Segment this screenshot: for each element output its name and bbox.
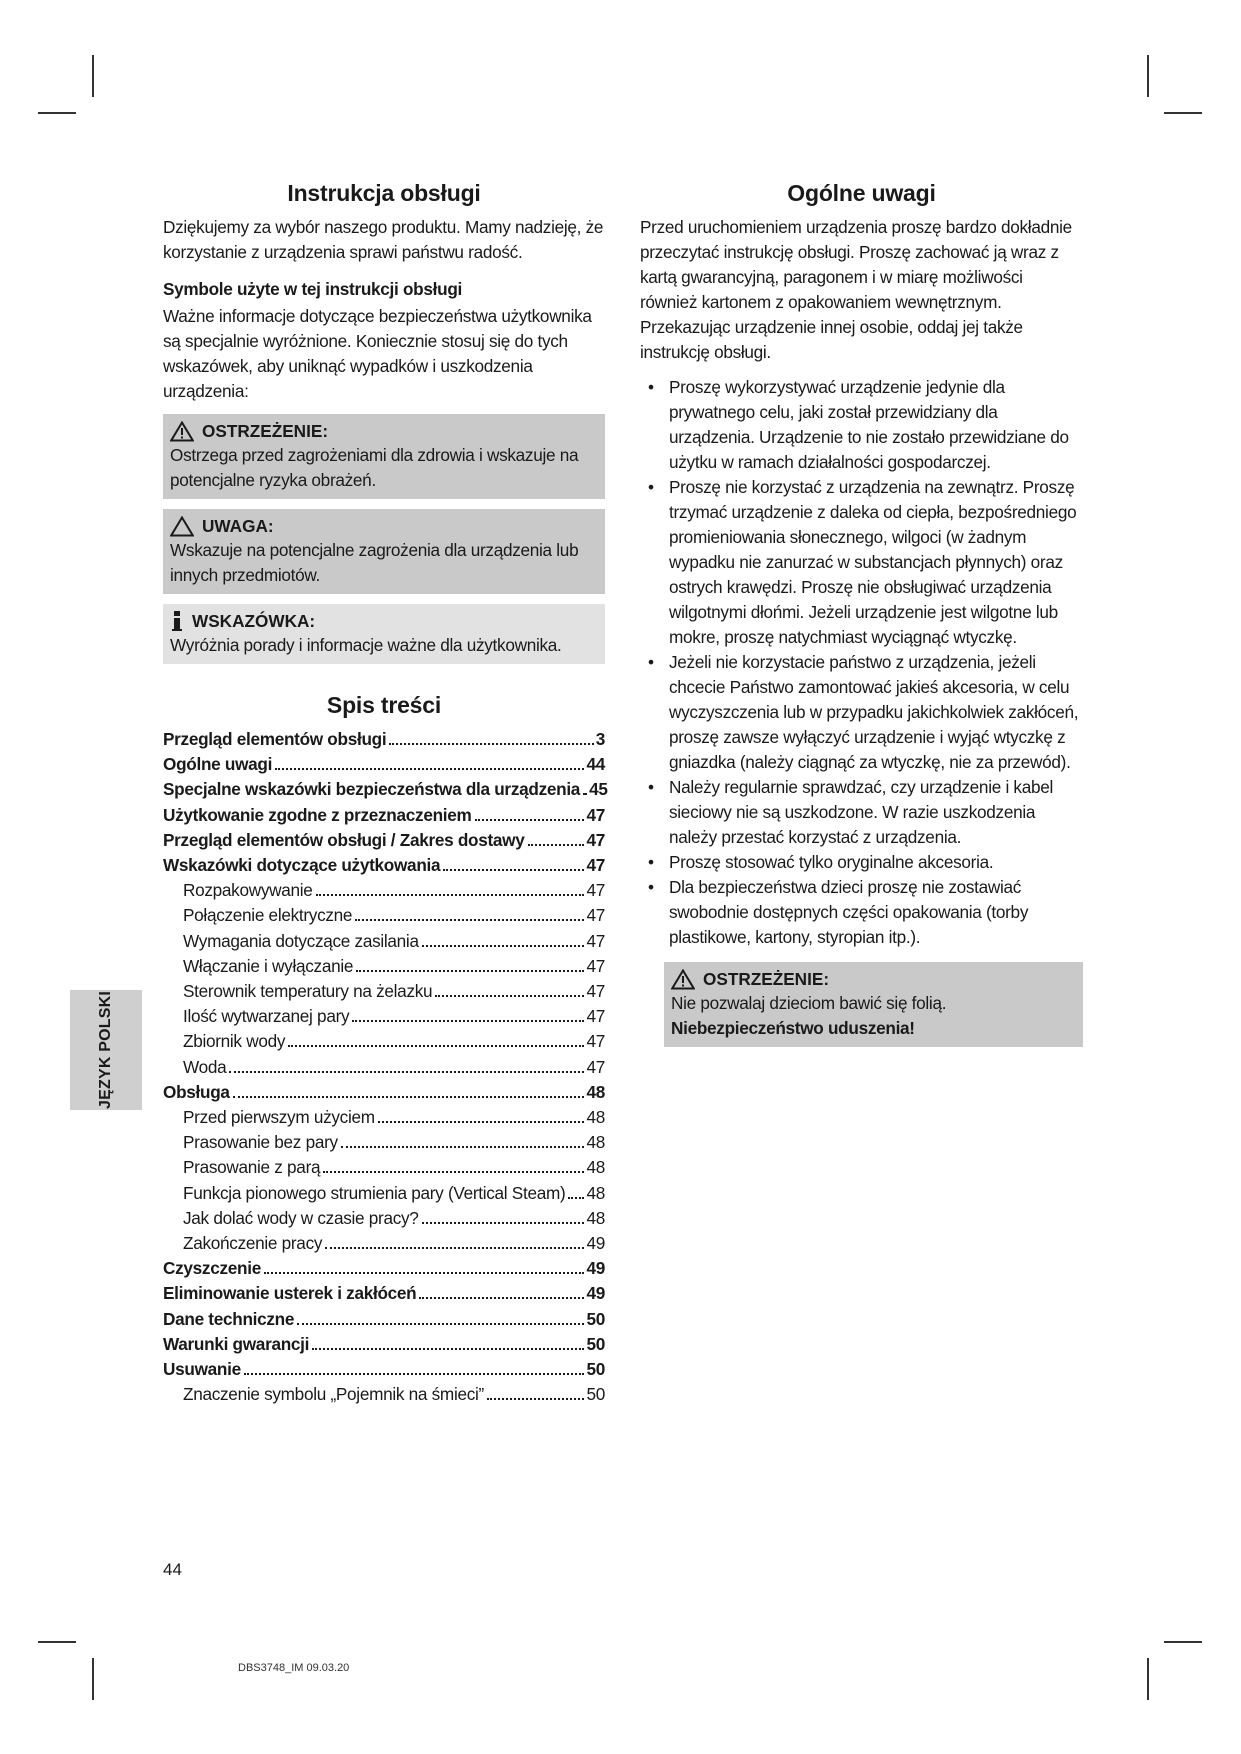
toc-subentry[interactable]: Jak dolać wody w czasie pracy? 48	[183, 1207, 605, 1228]
hint-label: WSKAZÓWKA:	[192, 611, 316, 631]
warning-triangle-icon	[671, 969, 695, 990]
list-item: • Jeżeli nie korzystacie państwo z urządzenia, jeżeli chcecie Państwo zamontować jakieś akcesoria, w celu wyczyszczenia lub w przypadku jakichkolwiek zakłóceń, proszę zawsze wyłączyć urządzenie i wyjąć wtyczkę z gniazdka (należy ciągnąć za wtyczkę, nie za przewód).	[640, 650, 1083, 775]
toc-entry[interactable]: Użytkowanie zgodne z przeznaczeniem 47	[163, 804, 605, 825]
toc-entry[interactable]: Czyszczenie 49	[163, 1258, 605, 1279]
toc-subentry[interactable]: Znaczenie symbolu „Pojemnik na śmieci” 50	[183, 1384, 605, 1405]
toc-entry[interactable]: Usuwanie 50	[163, 1359, 605, 1380]
crop-mark	[92, 1658, 94, 1700]
toc-subentry[interactable]: Połączenie elektryczne 47	[183, 905, 605, 926]
warning-label: OSTRZEŻENIE:	[703, 969, 830, 989]
warning-label: OSTRZEŻENIE:	[202, 421, 329, 441]
toc-entry[interactable]: Przegląd elementów obsługi 3	[163, 729, 605, 749]
warning-box	[163, 414, 605, 499]
symbols-heading: Symbole użyte w tej instrukcji obsługi	[163, 279, 462, 299]
child-warning-box	[664, 962, 1083, 1047]
warning-text: Ostrzega przed zagrożeniami dla zdrowia i wskazuje na potencjalne ryzyka obrażeń.	[170, 445, 579, 490]
info-icon	[170, 610, 184, 632]
toc-subentry[interactable]: Prasowanie z parą 48	[183, 1157, 605, 1178]
toc-subentry[interactable]: Funkcja pionowego strumienia pary (Vertical Steam) 48	[183, 1182, 605, 1203]
general-notes-intro: Przed uruchomieniem urządzenia proszę bardzo dokładnie przeczytać instrukcję obsługi. Proszę zachować ją wraz z kartą gwarancyjną, paragonem i w miarę możliwości również kartonem z opakowaniem wewnętrznym. Przekazując urządzenie innej osobie, oddaj jej także instrukcję obsługi.	[640, 217, 1072, 362]
left-column	[163, 180, 608, 1407]
toc-entry[interactable]: Wskazówki dotyczące użytkowania 47	[163, 855, 605, 876]
caution-text: Wskazuje na potencjalne zagrożenia dla urządzenia lub innych przedmiotów.	[170, 540, 579, 585]
list-item: • Proszę wykorzystywać urządzenie jedynie dla prywatnego celu, jaki został przewidziany dla urządzenia. Urządzenie to nie zostało przewidziane do użytku w ramach działalności gospodarczej.	[640, 375, 1083, 475]
caution-triangle-icon	[170, 516, 194, 537]
toc-entry[interactable]: Ogólne uwagi 44	[163, 754, 605, 775]
section-title: Ogólne uwagi	[787, 180, 936, 206]
hint-text: Wyróżnia porady i informacje ważne dla użytkownika.	[170, 635, 562, 655]
list-item: • Proszę nie korzystać z urządzenia na zewnątrz. Proszę trzymać urządzenie z daleka od ciepła, bezpośredniego promieniowania słonecznego, wilgoci (w żadnym wypadku nie zanurzać w substancjach płynnych) oraz ostrych krawędzi. Proszę nie obsługiwać urządzenia wilgotnymi dłońmi. Jeżeli urządzenie jest wilgotne lub mokre, proszę natychmiast wyciągnąć wtyczkę.	[640, 475, 1083, 650]
table-of-contents	[163, 727, 608, 1407]
language-tab-label: JĘZYK POLSKI	[97, 991, 115, 1109]
toc-subentry[interactable]: Włączanie i wyłączanie 47	[183, 955, 605, 976]
list-item: • Dla bezpieczeństwa dzieci proszę nie zostawiać swobodnie dostępnych części opakowania (torby plastikowe, kartony, styropian itp.).	[640, 875, 1083, 950]
toc-subentry[interactable]: Przed pierwszym użyciem 48	[183, 1107, 605, 1128]
child-warning-bold: Niebezpieczeństwo uduszenia!	[671, 1018, 915, 1038]
symbols-text: Ważne informacje dotyczące bezpieczeństwa użytkownika są specjalnie wyróżnione. Koniecznie stosuj się do tych wskazówek, aby uniknąć wypadków i uszkodzenia urządzenia:	[163, 306, 592, 401]
child-warning-text	[671, 991, 1076, 1041]
crop-mark	[1147, 1658, 1149, 1700]
language-tab	[70, 990, 142, 1110]
toc-subentry[interactable]: Zakończenie pracy 49	[183, 1233, 605, 1254]
toc-subentry[interactable]: Rozpakowywanie 47	[183, 880, 605, 901]
toc-entry[interactable]: Przegląd elementów obsługi / Zakres dostawy 47	[163, 829, 605, 850]
toc-subentry[interactable]: Zbiornik wody 47	[183, 1031, 605, 1052]
toc-subentry[interactable]: Prasowanie bez pary 48	[183, 1132, 605, 1153]
footer-code: DBS3748_IM 09.03.20	[238, 1662, 350, 1674]
intro-text: Dziękujemy za wybór naszego produktu. Mamy nadzieję, że korzystanie z urządzenia sprawi państwu radość.	[163, 217, 604, 262]
toc-entry[interactable]: Eliminowanie usterek i zakłóceń 49	[163, 1283, 605, 1304]
hint-box	[163, 604, 605, 664]
warning-triangle-icon	[170, 421, 194, 442]
page-title: Instrukcja obsługi	[287, 180, 481, 206]
crop-mark	[38, 1641, 76, 1643]
child-warning-plain: Nie pozwalaj dzieciom bawić się folią.	[671, 993, 947, 1013]
crop-mark	[1164, 1641, 1202, 1643]
crop-mark	[1164, 112, 1202, 114]
caution-label: UWAGA:	[202, 516, 274, 536]
list-item: • Proszę stosować tylko oryginalne akcesoria.	[640, 850, 1083, 875]
toc-subentry[interactable]: Wymagania dotyczące zasilania 47	[183, 930, 605, 951]
page-number: 44	[163, 1560, 182, 1579]
right-column	[640, 180, 1083, 1047]
crop-mark	[38, 112, 76, 114]
toc-subentry[interactable]: Sterownik temperatury na żelazku 47	[183, 981, 605, 1002]
toc-subentry[interactable]: Ilość wytwarzanej pary 47	[183, 1006, 605, 1027]
safety-list	[640, 375, 1083, 950]
toc-entry[interactable]: Specjalne wskazówki bezpieczeństwa dla urządzenia 45	[163, 779, 608, 800]
toc-entry[interactable]: Warunki gwarancji 50	[163, 1333, 605, 1354]
list-item: • Należy regularnie sprawdzać, czy urządzenie i kabel sieciowy nie są uszkodzone. W razie uszkodzenia należy przestać korzystać z urządzenia.	[640, 775, 1083, 850]
toc-entry[interactable]: Dane techniczne 50	[163, 1308, 605, 1329]
crop-mark	[1147, 55, 1149, 97]
crop-mark	[92, 55, 94, 97]
toc-entry[interactable]: Obsługa 48	[163, 1081, 605, 1102]
caution-box	[163, 509, 605, 594]
toc-title: Spis treści	[326, 692, 442, 718]
toc-subentry[interactable]: Woda 47	[183, 1056, 605, 1077]
